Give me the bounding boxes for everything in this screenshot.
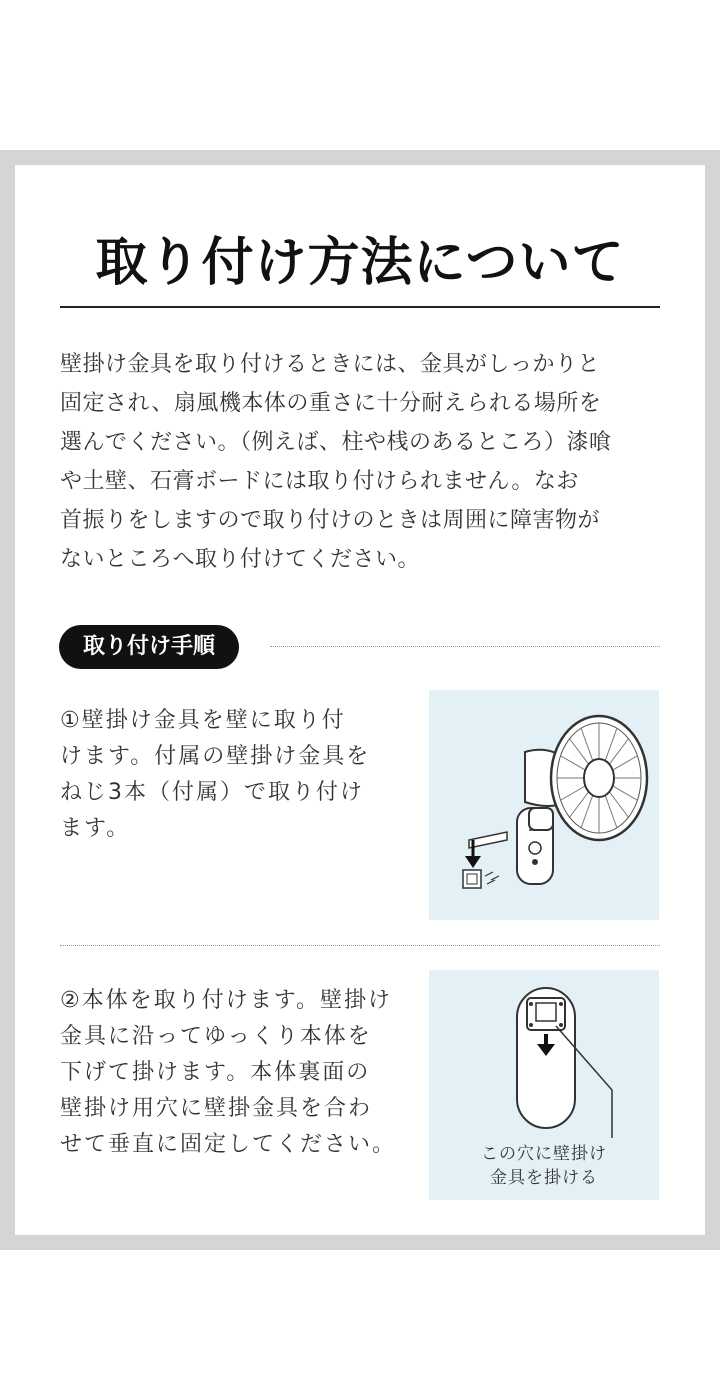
- step-1-line: ます。: [60, 816, 131, 841]
- step-2-line: せて垂直に固定してください。: [60, 1132, 397, 1157]
- intro-paragraph: [60, 345, 665, 579]
- step-2-illustration: [429, 970, 659, 1200]
- step-1-illustration: [429, 690, 659, 920]
- caption-line: 金具を掛ける: [490, 1168, 598, 1188]
- intro-line: 選んでください。（例えば、柱や桟のあるところ）漆喰: [60, 430, 612, 455]
- wall-fan-mounting-icon: [429, 690, 659, 920]
- step-2-line: ②本体を取り付けます。壁掛け: [60, 988, 392, 1013]
- title-divider: [60, 306, 660, 308]
- step-2-line: 壁掛け用穴に壁掛金具を合わ: [60, 1096, 373, 1121]
- section-dotted-rule: [270, 646, 660, 647]
- intro-line: 首振りをしますので取り付けのときは周囲に障害物が: [60, 508, 601, 533]
- caption-line: この穴に壁掛け: [481, 1144, 607, 1164]
- intro-line: や土壁、石膏ボードには取り付けられません。なお: [60, 469, 579, 494]
- step-1-line: けます。付属の壁掛け金具を: [60, 744, 371, 769]
- step-2-line: 下げて掛けます。本体裏面の: [60, 1060, 371, 1085]
- page-title: 取り付け方法について: [95, 233, 625, 293]
- step-2-line: 金具に沿ってゆっくり本体を: [60, 1024, 372, 1049]
- step-2-text: [60, 983, 415, 1163]
- step-1-line: ねじ3本（付属）で取り付け: [60, 780, 364, 805]
- intro-line: 固定され、扇風機本体の重さに十分耐えられる場所を: [60, 391, 602, 416]
- step-1-line: ①壁掛け金具を壁に取り付: [60, 708, 346, 733]
- intro-line: ないところへ取り付けてください。: [60, 547, 421, 572]
- step-divider: [60, 945, 660, 946]
- step-1-text: [60, 703, 415, 847]
- hole-caption: [429, 1142, 659, 1190]
- section-heading-pill: 取り付け手順: [59, 625, 239, 669]
- intro-line: 壁掛け金具を取り付けるときには、金具がしっかりと: [60, 352, 601, 377]
